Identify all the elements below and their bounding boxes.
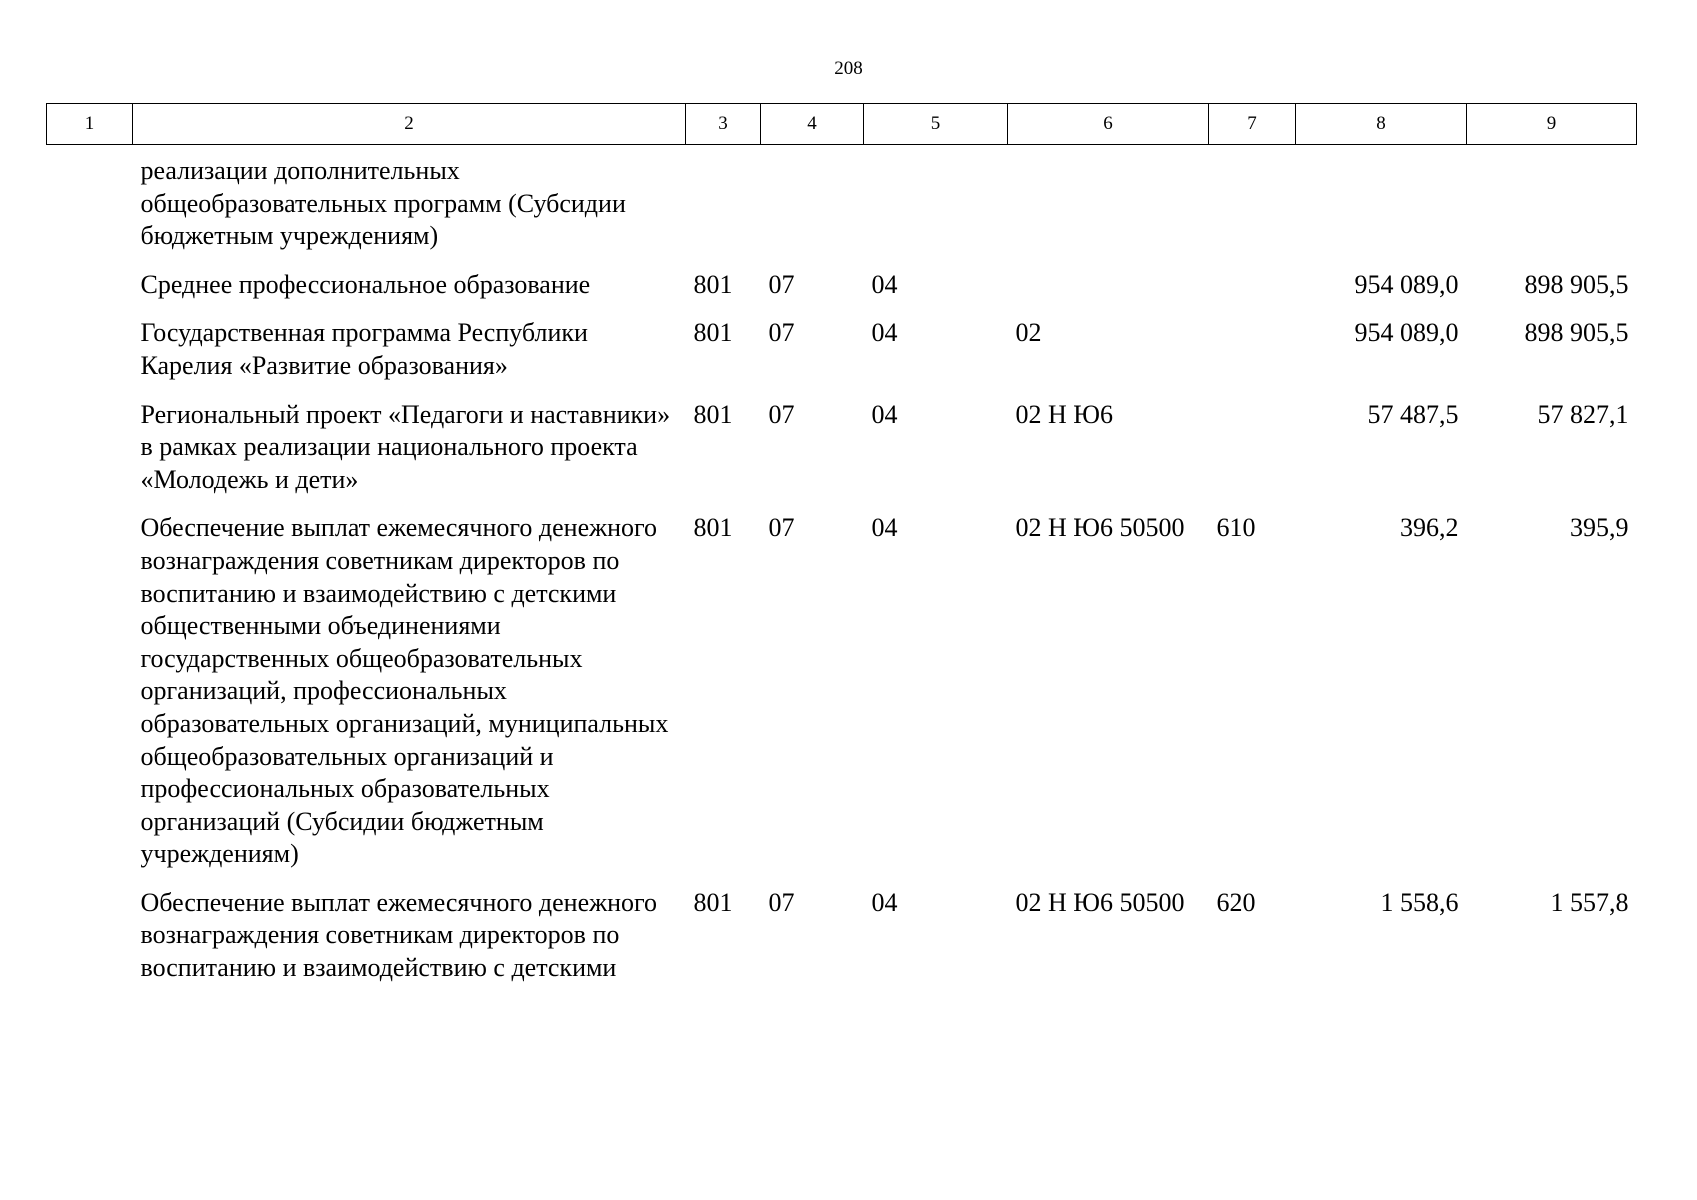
target-article-code: 02 Н Ю6 50500 [1015,513,1185,543]
page-number: 208 [834,58,863,79]
table-row [47,887,1637,1001]
ministry-code: 801 [693,513,733,543]
table-row [47,269,1637,318]
amount-col-8 [1296,145,1467,269]
target-article-code [1008,269,1209,318]
row-name: реализации дополнительных общеобразовательных программ (Субсидии бюджетным учреждениям) [140,156,626,251]
target-article-code: 02 Н Ю6 50500 [1015,887,1185,917]
column-header-6: 6 [1008,104,1209,145]
column-header-2: 2 [133,104,686,145]
ministry-code: 801 [693,318,733,348]
row-name: Среднее профессиональное образование [140,269,591,299]
amount-col-9: 57 827,1 [1537,399,1629,429]
subsection-code: 04 [871,513,898,543]
expense-type-code: 620 [1216,887,1256,917]
subsection-code: 04 [871,887,898,917]
amount-col-9 [1467,145,1637,269]
column-header-9: 9 [1467,104,1637,145]
section-code: 07 [768,269,795,299]
column-header-7: 7 [1209,104,1296,145]
section-code: 07 [768,887,795,917]
section-code: 07 [768,513,795,543]
section-code: 07 [768,318,795,348]
amount-col-9: 1 557,8 [1550,887,1629,917]
ministry-code: 801 [693,399,733,429]
column-header-8: 8 [1296,104,1467,145]
target-article-code: 02 Н Ю6 [1015,399,1113,429]
subsection-code [864,145,1008,269]
table-row [47,317,1637,398]
row-name: Обеспечение выплат ежемесячного денежного вознаграждения советникам директоров по воспитанию и взаимодействию с детскими общественными объединениями государственных общеобразовательных организаций, профессиональных образовательных организаций, муниципальных общеобразовательных организаций и профессиональных образовательных организаций (Субсидии бюджетным учреждениям) [140,513,669,869]
table-row [47,512,1637,887]
amount-col-8: 1 558,6 [1380,887,1459,917]
amount-col-8: 57 487,5 [1367,399,1459,429]
amount-col-8: 954 089,0 [1354,318,1459,348]
ministry-code [686,145,761,269]
column-number-header-row [47,104,1637,145]
section-code [761,145,864,269]
row-index-cell [47,145,133,269]
row-index-cell [47,399,133,513]
column-header-1: 1 [47,104,133,145]
amount-col-8: 954 089,0 [1354,269,1459,299]
amount-col-9: 898 905,5 [1524,269,1629,299]
ministry-code: 801 [693,887,733,917]
subsection-code: 04 [871,318,898,348]
section-code: 07 [768,399,795,429]
subsection-code: 04 [871,399,898,429]
expense-type-code [1209,399,1296,513]
table-row [47,145,1637,269]
row-index-cell [47,317,133,398]
amount-col-9: 395,9 [1570,513,1629,543]
column-header-4: 4 [761,104,864,145]
target-article-code [1008,145,1209,269]
expense-type-code [1209,145,1296,269]
column-header-3: 3 [686,104,761,145]
expense-type-code [1209,317,1296,398]
column-header-5: 5 [864,104,1008,145]
row-index-cell [47,887,133,1001]
subsection-code: 04 [871,269,898,299]
ministry-code: 801 [693,269,733,299]
row-name: Государственная программа Республики Карелия «Развитие образования» [140,318,588,380]
row-name: Обеспечение выплат ежемесячного денежного вознаграждения советникам директоров по воспитанию и взаимодействию с детскими [140,887,658,983]
table-row [47,399,1637,513]
row-index-cell [47,512,133,887]
budget-table [46,103,1637,1001]
row-index-cell [47,269,133,318]
expense-type-code: 610 [1216,513,1256,543]
amount-col-9: 898 905,5 [1524,318,1629,348]
target-article-code: 02 [1015,318,1042,348]
row-name: Региональный проект «Педагоги и наставники» в рамках реализации национального проекта «Молодежь и дети» [140,399,671,494]
expense-type-code [1209,269,1296,318]
amount-col-8: 396,2 [1400,513,1459,543]
